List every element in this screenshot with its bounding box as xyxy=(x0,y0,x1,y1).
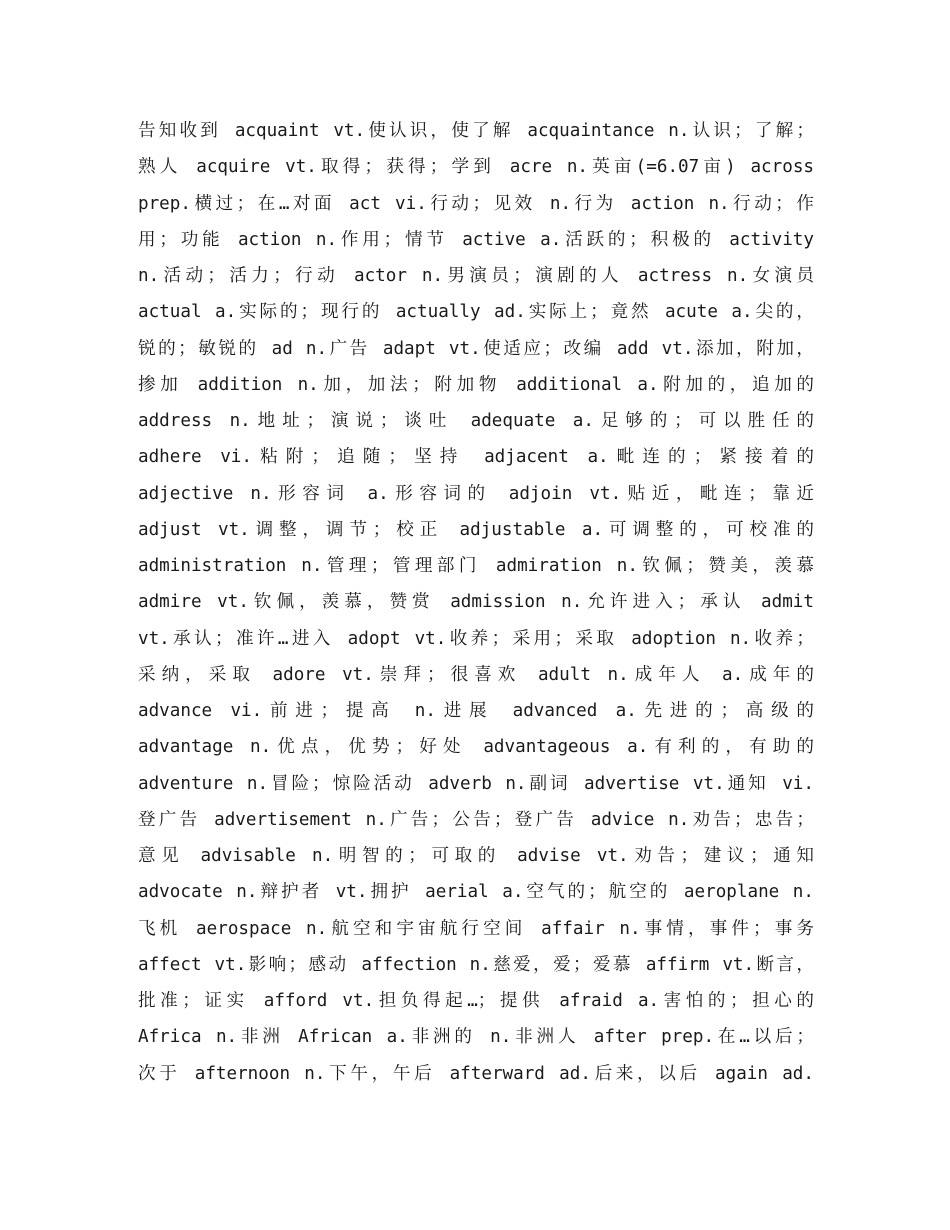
text-line: 飞机 aerospace n.航空和宇宙航行空间 affair n.事情，事件；事务 xyxy=(138,918,814,939)
text-line: 告知收到 acquaint vt.使认识，使了解 acquaintance n.认识；了解； xyxy=(138,121,814,141)
text-line: adjective n.形容词 a.形容词的 adjoin vt.贴近，毗连；靠近 xyxy=(138,483,814,504)
text-line: advantage n.优点，优势；好处 advantageous a.有利的，有助的 xyxy=(138,737,814,758)
text-line: address n.地址；演说；谈吐 adequate a.足够的；可以胜任的 xyxy=(138,411,814,431)
text-line: vt.承认；准许…进入 adopt vt.收养；采用；采取 adoption n.收养； xyxy=(138,628,814,649)
text-line: admire vt.钦佩，羡慕，赞赏 admission n.允许进入；承认 admit xyxy=(138,592,814,613)
text-line: adhere vi.粘附；追随；坚持 adjacent a.毗连的；紧接着的 xyxy=(138,447,814,468)
text-line: 熟人 acquire vt.取得；获得；学到 acre n.英亩(=6.07亩) across xyxy=(138,157,814,178)
text-line: 意见 advisable n.明智的；可取的 advise vt.劝告；建议；通知 xyxy=(138,846,814,866)
text-line: 锐的；敏锐的 ad n.广告 adapt vt.使适应；改编 add vt.添加，附加， xyxy=(138,338,814,359)
text-line: 用；功能 action n.作用；情节 active a.活跃的；积极的 activity xyxy=(138,229,814,250)
text-line: 登广告 advertisement n.广告；公告；登广告 advice n.劝告；忠告； xyxy=(138,809,814,830)
text-line: actual a.实际的；现行的 actually ad.实际上；竟然 acute a.尖的， xyxy=(138,302,814,323)
text-line: n.活动；活力；行动 actor n.男演员；演剧的人 actress n.女演员 xyxy=(138,266,814,286)
vocabulary-text xyxy=(138,113,814,1092)
text-line: advocate n.辩护者 vt.拥护 aerial a.空气的；航空的 aeroplane n. xyxy=(138,882,814,903)
text-line: administration n.管理；管理部门 admiration n.钦佩；赞美，羡慕 xyxy=(138,556,814,576)
text-line: 次于 afternoon n.下午，午后 afterward ad.后来，以后 again ad. xyxy=(138,1063,814,1084)
text-line: adjust vt.调整，调节；校正 adjustable a.可调整的，可校准的 xyxy=(138,519,814,540)
text-line: affect vt.影响；感动 affection n.慈爱，爱；爱慕 affirm vt.断言， xyxy=(138,954,814,975)
text-line: 批准；证实 afford vt.担负得起…；提供 afraid a.害怕的；担心的 xyxy=(138,991,814,1011)
text-line: 掺加 addition n.加，加法；附加物 additional a.附加的，追加的 xyxy=(138,374,814,395)
text-line: adventure n.冒险；惊险活动 adverb n.副词 advertise vt.通知 vi. xyxy=(138,773,814,794)
text-line: 采纳，采取 adore vt.崇拜；很喜欢 adult n.成年人 a.成年的 xyxy=(138,664,814,685)
text-line: Africa n.非洲 African a.非洲的 n.非洲人 after prep.在…以后； xyxy=(138,1027,814,1048)
text-line: prep.横过；在…对面 act vi.行动；见效 n.行为 action n.行动；作 xyxy=(138,193,814,214)
text-line: advance vi.前进；提高 n.进展 advanced a.先进的；高级的 xyxy=(138,701,814,721)
